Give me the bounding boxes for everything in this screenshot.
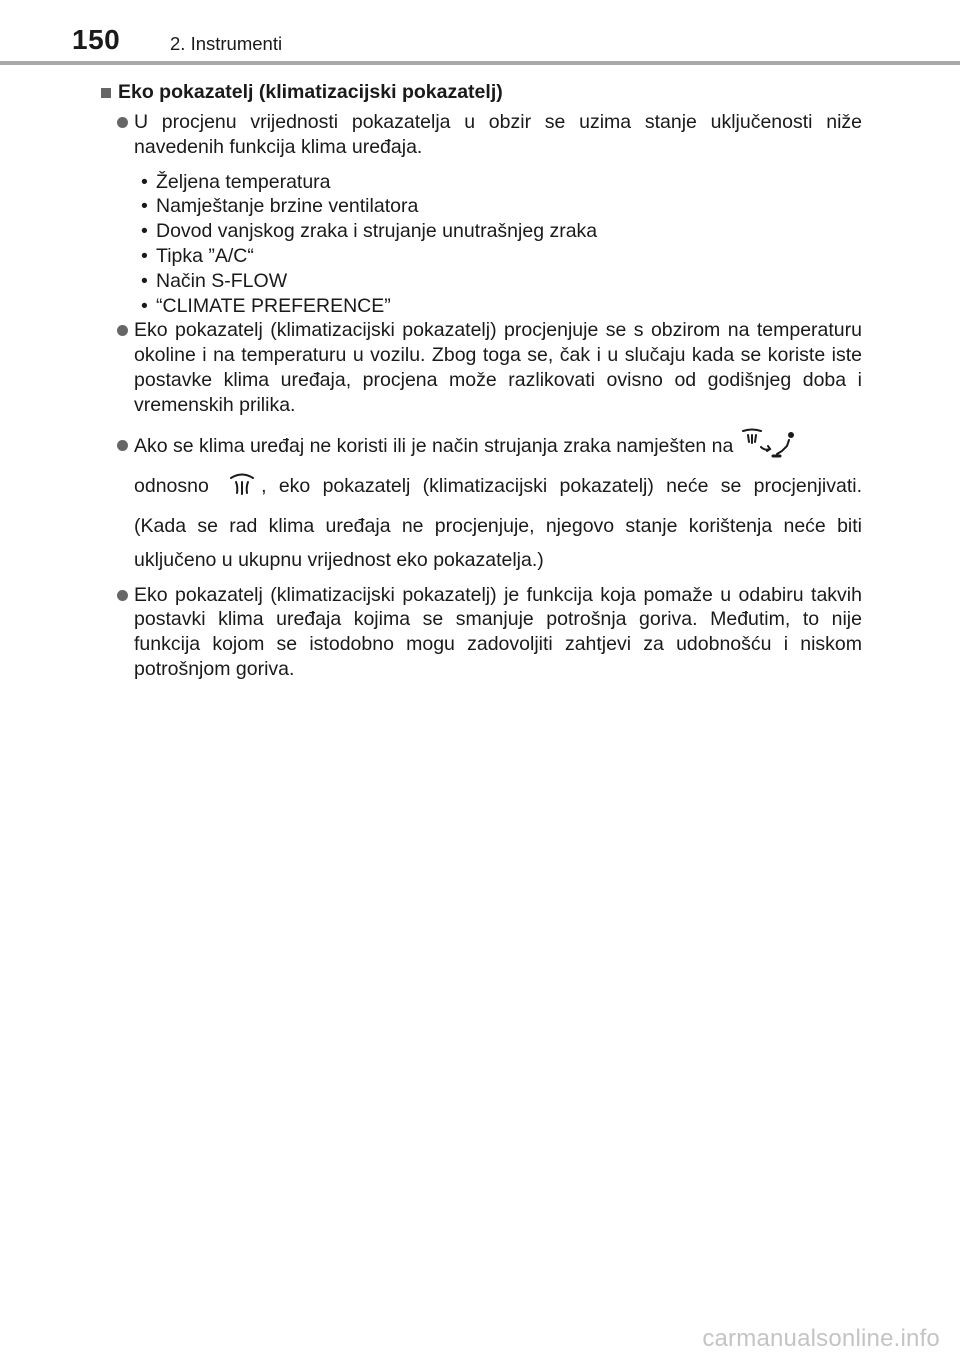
round-bullet-icon	[117, 325, 128, 336]
paragraph-temperature-text: Eko pokazatelj (klimatizacijski pokazatelj) procjenjuje se s obzirom na temperaturu okoline i na temperaturu u vozilu. Zbog toga se, čak i u slučaju kada se koriste iste postavke klima uređaja, procjena može razlikovati ovisno od godišnjeg doba i vremenskih prilika.	[134, 319, 862, 416]
paragraph-not-evaluated	[100, 428, 862, 577]
watermark: carmanualsonline.info	[702, 1325, 940, 1352]
chapter-title: 2. Instrumenti	[170, 33, 283, 54]
round-bullet-icon	[117, 590, 128, 601]
paragraph-not-evaluated-text-2: odnosno	[134, 474, 209, 497]
paragraph-function	[100, 583, 862, 682]
list-item: • “CLIMATE PREFERENCE”	[141, 294, 862, 319]
header-divider	[0, 61, 960, 65]
round-bullet-icon	[117, 117, 128, 128]
windshield-defroster-icon	[227, 470, 257, 509]
square-bullet-icon	[101, 88, 111, 98]
list-item: • Namještanje brzine ventilatora	[141, 194, 862, 219]
section-heading-text: Eko pokazatelj (klimatizacijski pokazatelj)	[118, 81, 503, 103]
paragraph-evaluation-text: U procjenu vrijednosti pokazatelja u obzir se uzima stanje uključenosti niže navedenih funkcija klima uređaja.	[134, 111, 862, 158]
paragraph-temperature	[100, 318, 862, 417]
page-content	[100, 80, 862, 682]
list-item: • Tipka ”A/C“	[141, 244, 862, 269]
list-item: • Način S-FLOW	[141, 269, 862, 294]
airflow-feet-windshield-icon	[739, 428, 799, 469]
paragraph-evaluation	[100, 110, 862, 160]
page-header	[0, 0, 960, 66]
paragraph-not-evaluated-text-1: Ako se klima uređaj ne koristi ili je način strujanja zraka namješten na	[134, 434, 734, 457]
paragraph-not-evaluated-text-3: , eko pokazatelj (klimatizacijski pokazatelj) neće se procjenjivati. (Kada se rad klima uređaja ne procjenjuje, njegovo stanje korištenja neće biti uključeno u ukupnu vrijednost eko pokazatelja.)	[134, 474, 862, 571]
round-bullet-icon	[117, 440, 128, 451]
section-heading	[100, 80, 862, 105]
list-item: • Željena temperatura	[141, 170, 862, 195]
list-item: • Dovod vanjskog zraka i strujanje unutrašnjeg zraka	[141, 219, 862, 244]
function-list	[100, 170, 862, 319]
paragraph-function-text: Eko pokazatelj (klimatizacijski pokazatelj) je funkcija koja pomaže u odabiru takvih postavki klima uređaja kojima se smanjuje potrošnja goriva. Međutim, to nije funkcija kojom se istodobno mogu zadovoljiti zahtjevi za udobnošću i niskom potrošnjom goriva.	[134, 583, 862, 680]
page-number: 150	[72, 24, 121, 55]
